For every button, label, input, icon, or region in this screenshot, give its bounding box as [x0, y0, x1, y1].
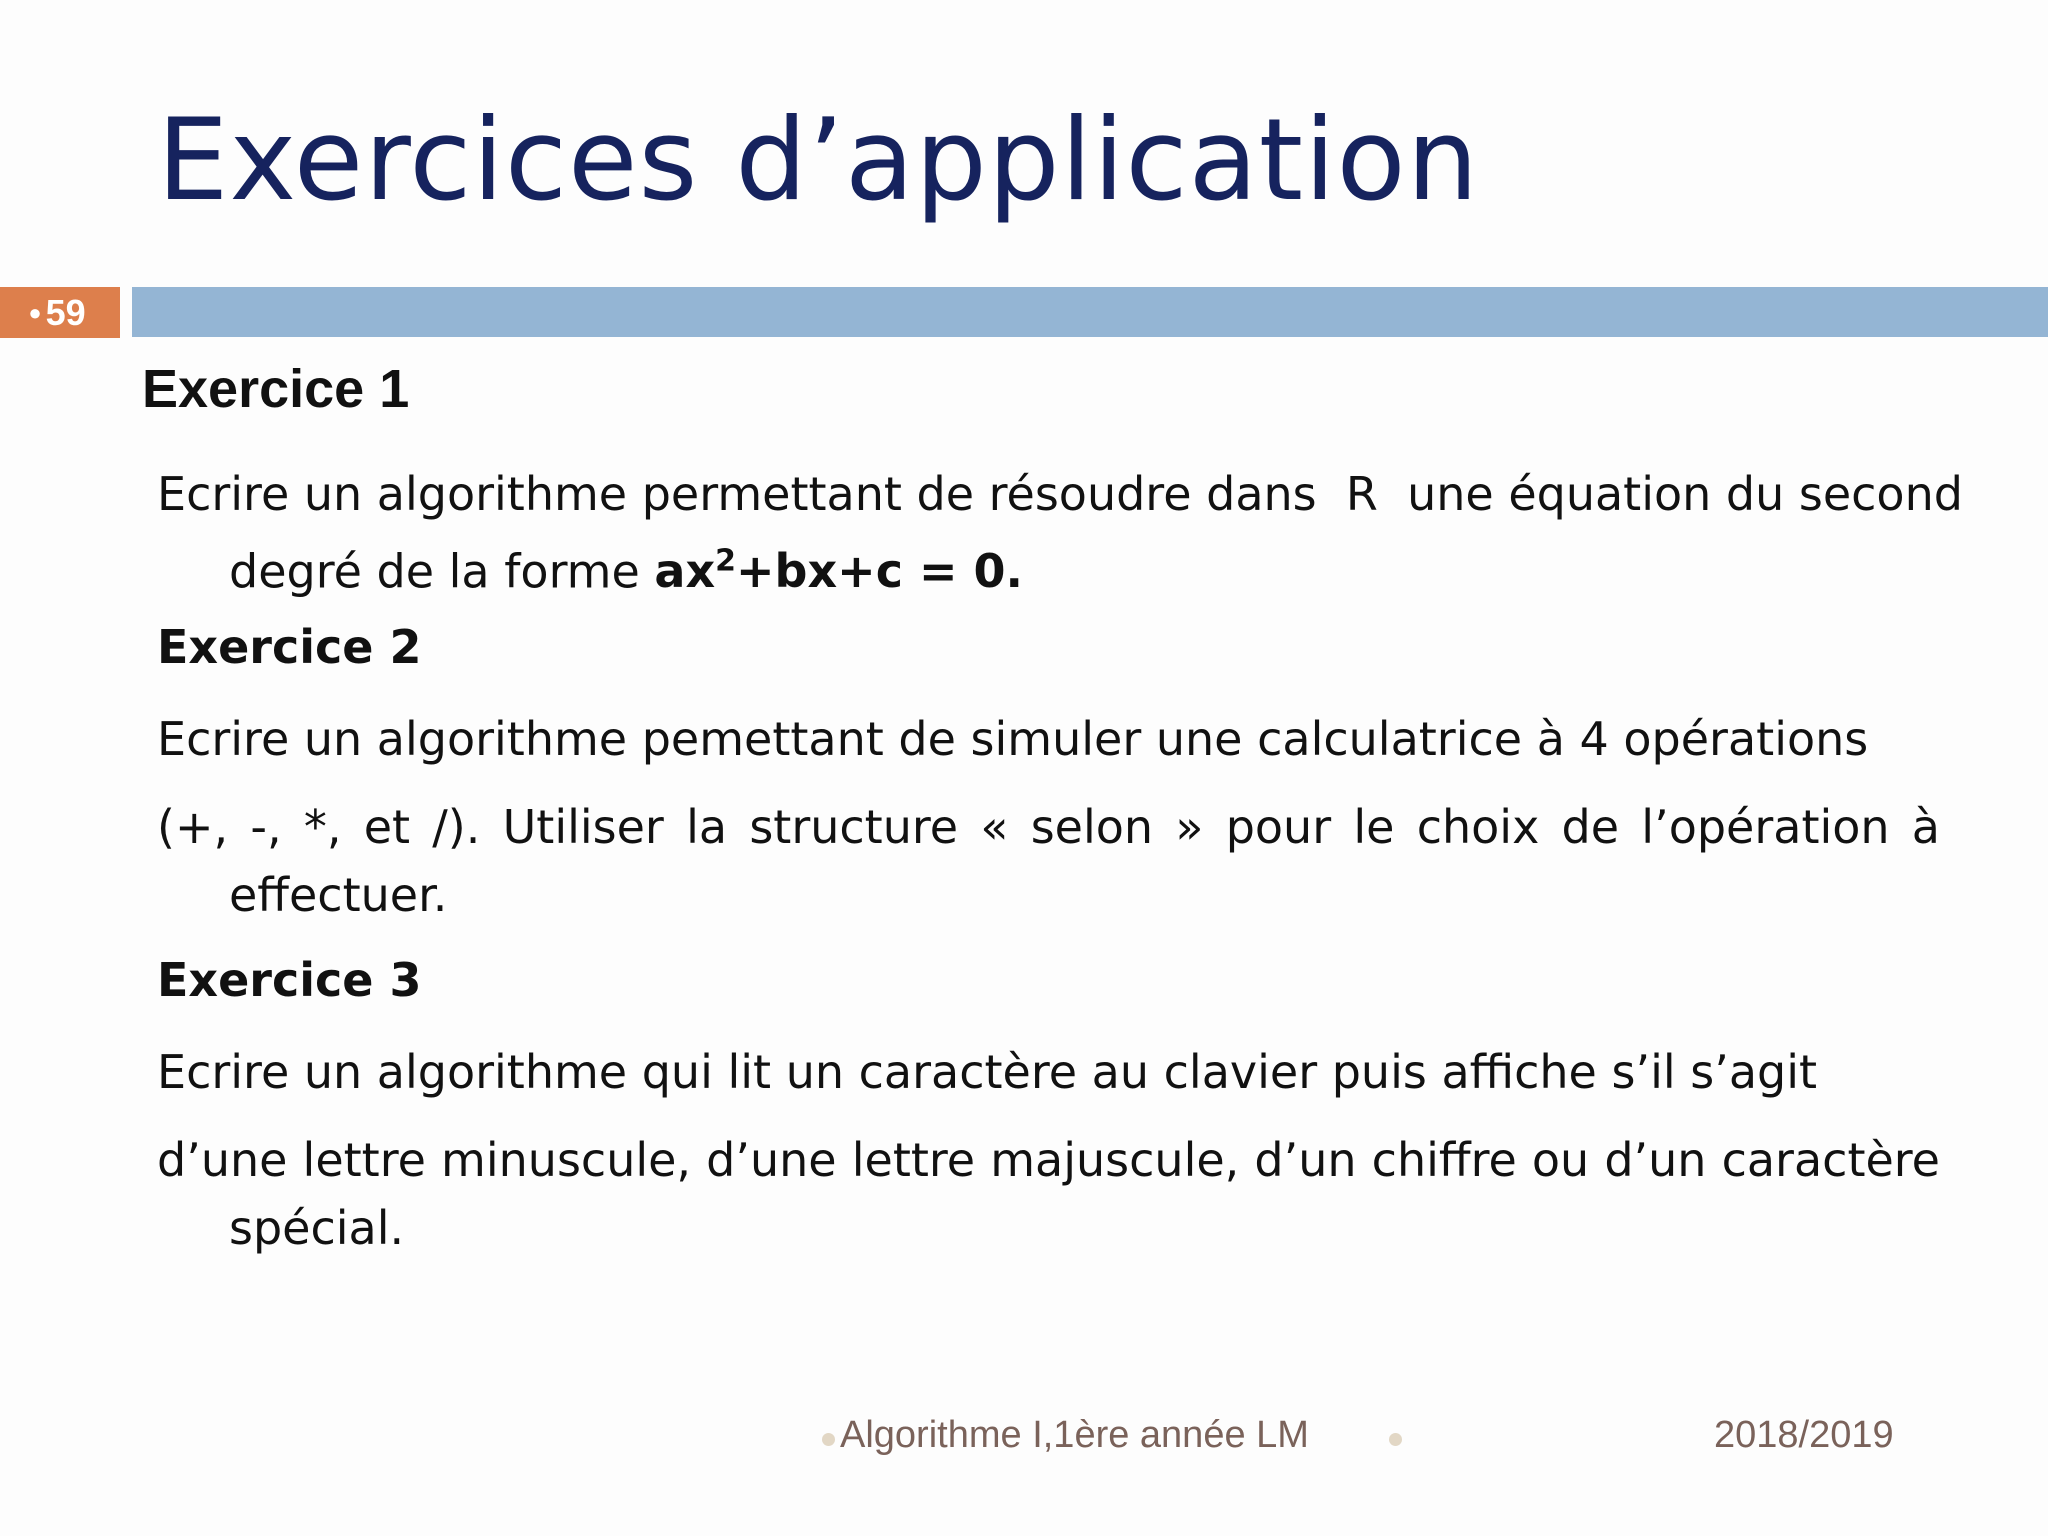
- exercise-1-line-2: [157, 528, 1940, 605]
- exercise-3-statement: [157, 1126, 1940, 1262]
- slide-title: Exercices d’application: [157, 94, 1480, 226]
- exercise-1-line-2-text: degré de la forme: [229, 544, 655, 599]
- exercise-2-line-3: effectuer.: [229, 868, 448, 922]
- exercise-3-line-2: d’une lettre minuscule, d’une lettre majuscule, d’un chiffre ou d’un caractère: [157, 1133, 1940, 1187]
- footer-year: 2018/2019: [1714, 1414, 1894, 1456]
- exercise-1-heading: Exercice 1: [142, 359, 410, 419]
- exercise-2-line-1: Ecrire un algorithme pemettant de simuler une calculatrice à 4 opérations: [157, 712, 1869, 766]
- exercise-2-line-2: (+, -, *, et /). Utiliser la structure « selon » pour le choix de l’opération à: [157, 800, 1940, 854]
- footer-separator-icon: [1389, 1433, 1402, 1446]
- slide-number: 59: [45, 291, 86, 333]
- formula-part-1: ax: [654, 544, 716, 599]
- exercise-1-statement: [157, 460, 1963, 605]
- footer-course: Algorithme I,1ère année LM: [840, 1414, 1309, 1456]
- exercise-3-heading: Exercice 3: [157, 953, 422, 1007]
- footer-bullet-icon: [822, 1433, 835, 1446]
- bullet-dot-icon: ●: [28, 299, 42, 325]
- exercise-3-line-1: Ecrire un algorithme qui lit un caractère au clavier puis affiche s’il s’agit: [157, 1045, 1818, 1099]
- slide-number-badge: [0, 287, 120, 338]
- exercise-1-line-1: Ecrire un algorithme permettant de résoudre dans R une équation du second: [157, 467, 1963, 521]
- formula-part-2: +bx+c = 0.: [736, 544, 1024, 599]
- exercise-3-line-3: spécial.: [229, 1201, 405, 1255]
- exercise-2-heading: Exercice 2: [157, 620, 422, 674]
- equation-formula: [654, 544, 1023, 598]
- header-divider-bar: [132, 287, 2048, 337]
- exercise-2-statement: [157, 793, 1940, 929]
- formula-exponent: 2: [715, 544, 737, 579]
